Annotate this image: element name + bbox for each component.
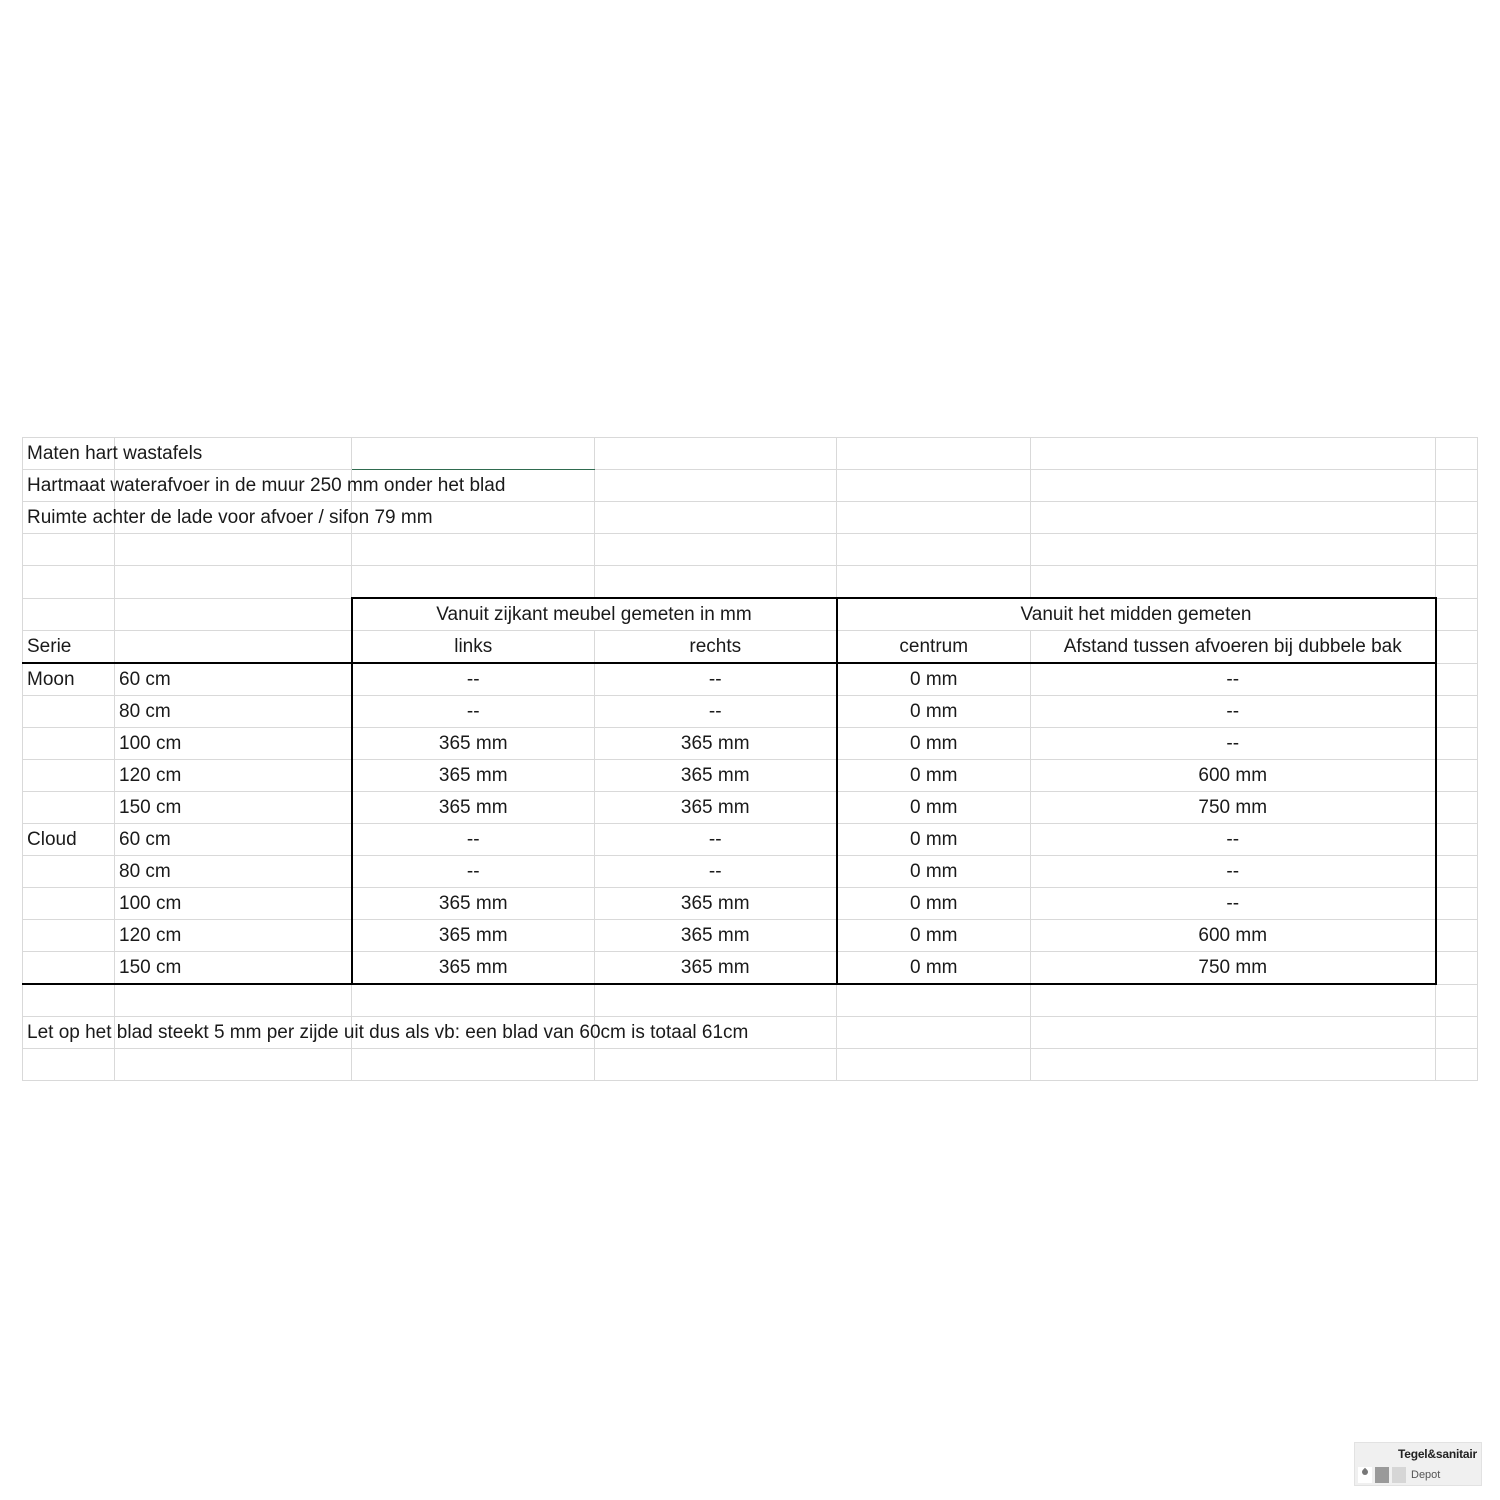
footnote-row [23,1017,1478,1049]
cell-empty [1031,1049,1436,1081]
cell-empty [115,566,352,599]
table-row [23,920,1478,952]
cell-afstand: 600 mm [1031,760,1436,792]
cell-empty [1031,502,1436,534]
table-row [23,663,1478,696]
cell-maat: 60 cm [115,663,352,696]
cell-rechts: 365 mm [595,920,837,952]
cell-empty [1436,888,1478,920]
cell-empty [1031,984,1436,1017]
cell-empty [1436,792,1478,824]
cell-empty [595,534,837,566]
cell-empty [837,1017,1031,1049]
cell-empty [23,984,115,1017]
cell-empty [1436,920,1478,952]
cell-empty [115,984,352,1017]
cell-empty [1436,566,1478,599]
column-header-row [23,631,1478,664]
cell-serie [23,888,115,920]
cell-serie [23,760,115,792]
group-header-right: Vanuit het midden gemeten [837,598,1436,631]
cell-centrum: 0 mm [837,952,1031,985]
cell-rechts: 365 mm [595,952,837,985]
cell-empty [1436,438,1478,470]
table-row [23,888,1478,920]
group-header-left: Vanuit zijkant meubel gemeten in mm [352,598,837,631]
tile-icon [1375,1467,1389,1483]
watermark-brand: Tegel&sanitair [1397,1446,1477,1461]
cell-afstand: -- [1031,696,1436,728]
cell-maat: 80 cm [115,696,352,728]
watermark-icons [1355,1464,1481,1486]
cell-rechts: -- [595,696,837,728]
worksheet-grid [22,437,1478,1081]
cell-empty [352,438,595,470]
title-row-1 [23,438,1478,470]
cell-links: -- [352,696,595,728]
cell-maat: 60 cm [115,824,352,856]
cell-rechts: 365 mm [595,728,837,760]
cell-empty [23,1049,115,1081]
title-cell-1: Maten hart wastafels [23,438,115,470]
cell-empty [1436,728,1478,760]
cell-afstand: -- [1031,888,1436,920]
cell-empty [595,470,837,502]
cell-empty [837,566,1031,599]
cell-empty [1436,696,1478,728]
blank-row [23,1049,1478,1081]
cell-empty [1436,598,1478,631]
cell-empty [1031,1017,1436,1049]
cell-empty [1436,470,1478,502]
blank-row [23,566,1478,599]
spreadsheet-area [22,437,1477,1081]
cell-empty [352,534,595,566]
cell-empty [1031,534,1436,566]
cell-rechts: -- [595,856,837,888]
table-row [23,696,1478,728]
cell-rechts: 365 mm [595,792,837,824]
cell-empty [23,534,115,566]
cell-empty [1436,502,1478,534]
table-row [23,952,1478,985]
cell-empty [352,984,595,1017]
cell-centrum: 0 mm [837,792,1031,824]
cell-empty [837,534,1031,566]
cell-maat: 150 cm [115,952,352,985]
cell-empty [837,470,1031,502]
cell-links: -- [352,824,595,856]
cell-empty [1436,663,1478,696]
cell-empty [115,534,352,566]
cell-empty [595,984,837,1017]
table-row [23,728,1478,760]
cell-centrum: 0 mm [837,856,1031,888]
cell-maat: 150 cm [115,792,352,824]
cell-empty [1031,470,1436,502]
cell-serie [23,728,115,760]
watermark-sub: Depot [1411,1469,1441,1481]
cell-empty [1436,760,1478,792]
column-header-centrum: centrum [837,631,1031,664]
title-row-3 [23,502,1478,534]
cell-empty [837,984,1031,1017]
cell-centrum: 0 mm [837,920,1031,952]
cell-empty [1436,1049,1478,1081]
cell-afstand: -- [1031,728,1436,760]
cell-links: 365 mm [352,920,595,952]
cell-centrum: 0 mm [837,663,1031,696]
cell-links: -- [352,856,595,888]
cell-maat: 80 cm [115,856,352,888]
cell-empty [352,1049,595,1081]
cell-serie: Moon [23,663,115,696]
cell-rechts: -- [595,663,837,696]
column-header-serie: Serie [23,631,115,664]
blank-row [23,534,1478,566]
cell-serie [23,696,115,728]
cell-empty [837,438,1031,470]
group-header-row [23,598,1478,631]
cell-serie: Cloud [23,824,115,856]
cell-empty [1436,856,1478,888]
cell-maat: 120 cm [115,760,352,792]
cell-links: -- [352,663,595,696]
cell-empty [23,598,115,631]
cell-afstand: -- [1031,824,1436,856]
cell-afstand: 750 mm [1031,792,1436,824]
cell-empty [1436,534,1478,566]
cell-empty [1436,824,1478,856]
cell-empty [115,598,352,631]
cell-empty [1031,566,1436,599]
cell-empty [595,438,837,470]
table-row [23,856,1478,888]
cell-empty [23,566,115,599]
table-row [23,760,1478,792]
cell-links: 365 mm [352,760,595,792]
cell-rechts: 365 mm [595,760,837,792]
cell-afstand: 600 mm [1031,920,1436,952]
cell-afstand: -- [1031,663,1436,696]
cell-empty [595,1049,837,1081]
cell-rechts: 365 mm [595,888,837,920]
cell-maat: 120 cm [115,920,352,952]
cell-empty [1436,952,1478,985]
blank-row [23,984,1478,1017]
cell-centrum: 0 mm [837,696,1031,728]
cell-afstand: 750 mm [1031,952,1436,985]
cell-links: 365 mm [352,792,595,824]
cell-empty [1436,631,1478,664]
cell-serie [23,792,115,824]
column-header-maat [115,631,352,664]
cell-centrum: 0 mm [837,888,1031,920]
cell-serie [23,856,115,888]
cell-empty [1436,1017,1478,1049]
cell-centrum: 0 mm [837,824,1031,856]
column-header-rechts: rechts [595,631,837,664]
cell-empty [352,566,595,599]
cell-afstand: -- [1031,856,1436,888]
cell-empty [115,1049,352,1081]
cell-rechts: -- [595,824,837,856]
title-cell-2: Hartmaat waterafvoer in de muur 250 mm onder het blad [23,470,115,502]
cell-centrum: 0 mm [837,760,1031,792]
column-header-links: links [352,631,595,664]
watermark-logo [1354,1442,1482,1486]
water-drop-icon [1358,1467,1372,1483]
column-header-afstand: Afstand tussen afvoeren bij dubbele bak [1031,631,1436,664]
tile-icon-light [1392,1467,1406,1483]
cell-empty [1436,984,1478,1017]
table-row [23,792,1478,824]
cell-links: 365 mm [352,728,595,760]
cell-serie [23,920,115,952]
cell-links: 365 mm [352,888,595,920]
cell-links: 365 mm [352,952,595,985]
cell-empty [595,502,837,534]
cell-maat: 100 cm [115,888,352,920]
cell-empty [1031,438,1436,470]
cell-empty [595,566,837,599]
table-row [23,824,1478,856]
title-row-2 [23,470,1478,502]
title-cell-3: Ruimte achter de lade voor afvoer / sifon 79 mm [23,502,115,534]
cell-serie [23,952,115,985]
footnote-cell: Let op het blad steekt 5 mm per zijde uit dus als vb: een blad van 60cm is totaal 61cm [23,1017,115,1049]
cell-empty [837,502,1031,534]
cell-centrum: 0 mm [837,728,1031,760]
cell-empty [837,1049,1031,1081]
cell-maat: 100 cm [115,728,352,760]
